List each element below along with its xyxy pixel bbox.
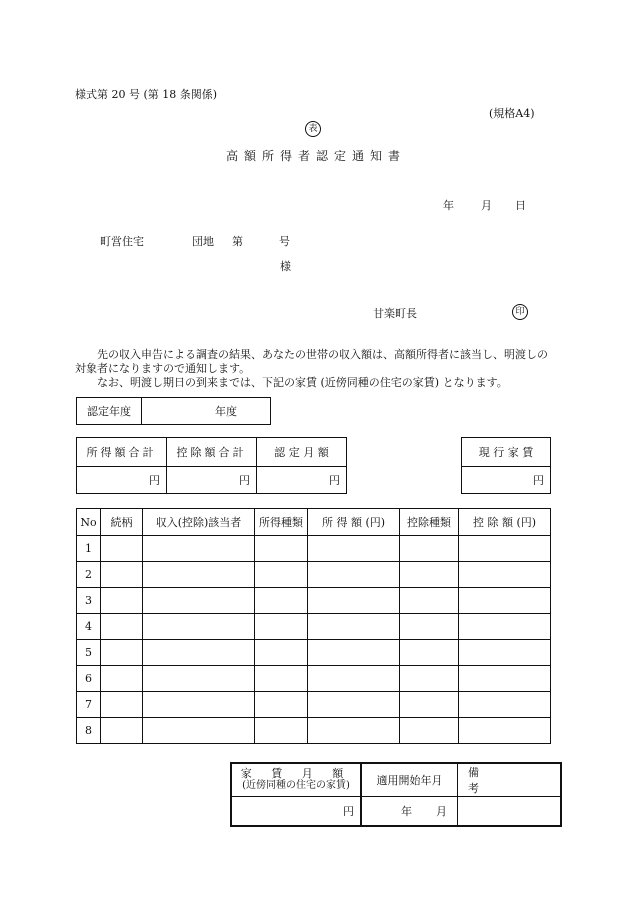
current-rent-label: 現 行 家 賃: [462, 438, 551, 467]
relation-cell[interactable]: [101, 588, 143, 614]
col-header-no: No: [77, 509, 101, 536]
rent-start-field[interactable]: [361, 797, 458, 826]
deduction-amount-cell[interactable]: [459, 692, 551, 718]
rent-notes-field[interactable]: [458, 797, 562, 826]
person-cell[interactable]: [143, 718, 255, 744]
relation-cell[interactable]: [101, 536, 143, 562]
person-cell[interactable]: [143, 536, 255, 562]
deduction-type-cell[interactable]: [400, 536, 459, 562]
front-mark: 表: [305, 121, 321, 137]
income-type-cell[interactable]: [255, 588, 308, 614]
table-row: [77, 536, 551, 562]
deduction-type-cell[interactable]: [400, 692, 459, 718]
notice-paragraph-1: 先の収入申告による調査の結果、あなたの世帯の収入額は、高額所得者に該当し、明渡しの対象者になりますので通知します。: [75, 348, 548, 375]
cert-year-field[interactable]: 年度: [142, 398, 271, 425]
row-number: 5: [77, 640, 101, 666]
cert-year-table: [76, 397, 271, 425]
form-number: 様式第 20 号 (第 18 条関係): [75, 88, 218, 101]
summary-header-income: 所得額合計: [77, 438, 167, 467]
rent-table: [230, 762, 562, 827]
deduction-type-cell[interactable]: [400, 588, 459, 614]
income-type-cell[interactable]: [255, 666, 308, 692]
income-type-cell[interactable]: [255, 640, 308, 666]
income-amount-cell[interactable]: [308, 588, 400, 614]
income-type-cell[interactable]: [255, 614, 308, 640]
relation-cell[interactable]: [101, 692, 143, 718]
deduction-amount-cell[interactable]: [459, 614, 551, 640]
relation-cell[interactable]: [101, 666, 143, 692]
summary-header-cert-monthly: 認 定 月 額: [257, 438, 347, 467]
number-prefix-label: 第: [232, 235, 243, 248]
summary-header-deduction: 控除額合計: [167, 438, 257, 467]
deduction-type-cell[interactable]: [400, 614, 459, 640]
income-amount-cell[interactable]: [308, 640, 400, 666]
row-number: 3: [77, 588, 101, 614]
relation-cell[interactable]: [101, 640, 143, 666]
row-number: 1: [77, 536, 101, 562]
notice-paragraph-2: なお、明渡し期日の到来までは、下記の家賃 (近傍同種の住宅の家賃) となります。: [97, 376, 508, 389]
detail-table: [76, 508, 551, 744]
table-row: [77, 614, 551, 640]
cert-monthly-field[interactable]: 円: [257, 467, 347, 494]
issuer-name: 甘楽町長: [373, 307, 417, 320]
income-amount-cell[interactable]: [308, 614, 400, 640]
table-row: [77, 718, 551, 744]
income-total-field[interactable]: 円: [77, 467, 167, 494]
table-row: [77, 692, 551, 718]
col-header-income-type: 所得種類: [255, 509, 308, 536]
complex-label: 団地: [192, 235, 214, 248]
rent-monthly-label: 家 賃 月 額: [240, 767, 352, 780]
income-amount-cell[interactable]: [308, 692, 400, 718]
current-rent-field[interactable]: 円: [462, 467, 551, 494]
rent-start-label: 適用開始年月: [361, 763, 458, 797]
person-cell[interactable]: [143, 562, 255, 588]
income-amount-cell[interactable]: [308, 718, 400, 744]
person-cell[interactable]: [143, 588, 255, 614]
detail-header-row: [77, 509, 551, 536]
date-month-label: 月: [481, 199, 492, 212]
housing-label: 町営住宅: [100, 235, 144, 248]
income-type-cell[interactable]: [255, 718, 308, 744]
income-type-cell[interactable]: [255, 536, 308, 562]
honorific-label: 様: [280, 260, 291, 273]
deduction-amount-cell[interactable]: [459, 640, 551, 666]
size-note: (規格A4): [489, 107, 535, 120]
row-number: 4: [77, 614, 101, 640]
current-rent-table: [461, 437, 551, 494]
person-cell[interactable]: [143, 666, 255, 692]
income-amount-cell[interactable]: [308, 666, 400, 692]
deduction-amount-cell[interactable]: [459, 562, 551, 588]
deduction-amount-cell[interactable]: [459, 718, 551, 744]
issuer-seal: 印: [512, 304, 528, 320]
relation-cell[interactable]: [101, 614, 143, 640]
col-header-deduction-amount: 控 除 額 (円): [459, 509, 551, 536]
row-number: 2: [77, 562, 101, 588]
relation-cell[interactable]: [101, 562, 143, 588]
col-header-person: 収入(控除)該当者: [143, 509, 255, 536]
deduction-total-field[interactable]: 円: [167, 467, 257, 494]
document-title: 高額所得者認定通知書: [226, 149, 407, 163]
row-number: 6: [77, 666, 101, 692]
deduction-type-cell[interactable]: [400, 718, 459, 744]
rent-monthly-sublabel: (近傍同種の住宅の家賃): [242, 780, 350, 791]
income-amount-cell[interactable]: [308, 536, 400, 562]
rent-start-month-label: 月: [436, 804, 447, 818]
cert-year-label: 認定年度: [77, 398, 142, 425]
row-number: 8: [77, 718, 101, 744]
date-day-label: 日: [515, 199, 526, 212]
deduction-type-cell[interactable]: [400, 640, 459, 666]
income-amount-cell[interactable]: [308, 562, 400, 588]
col-header-deduction-type: 控除種類: [400, 509, 459, 536]
rent-notes-label: 備 考: [458, 763, 562, 797]
deduction-amount-cell[interactable]: [459, 536, 551, 562]
col-header-relation: 続柄: [101, 509, 143, 536]
income-type-cell[interactable]: [255, 562, 308, 588]
rent-monthly-header: [231, 763, 361, 797]
deduction-amount-cell[interactable]: [459, 588, 551, 614]
table-row: [77, 588, 551, 614]
rent-start-year-label: 年: [401, 804, 412, 818]
table-row: [77, 640, 551, 666]
number-suffix-label: 号: [279, 235, 290, 248]
relation-cell[interactable]: [101, 718, 143, 744]
table-row: [77, 562, 551, 588]
person-cell[interactable]: [143, 640, 255, 666]
deduction-amount-cell[interactable]: [459, 666, 551, 692]
person-cell[interactable]: [143, 614, 255, 640]
table-row: [77, 666, 551, 692]
person-cell[interactable]: [143, 692, 255, 718]
income-type-cell[interactable]: [255, 692, 308, 718]
deduction-type-cell[interactable]: [400, 666, 459, 692]
row-number: 7: [77, 692, 101, 718]
rent-monthly-field[interactable]: 円: [231, 797, 361, 826]
summary-table: [76, 437, 347, 494]
date-year-label: 年: [443, 199, 454, 212]
deduction-type-cell[interactable]: [400, 562, 459, 588]
col-header-income-amount: 所 得 額 (円): [308, 509, 400, 536]
